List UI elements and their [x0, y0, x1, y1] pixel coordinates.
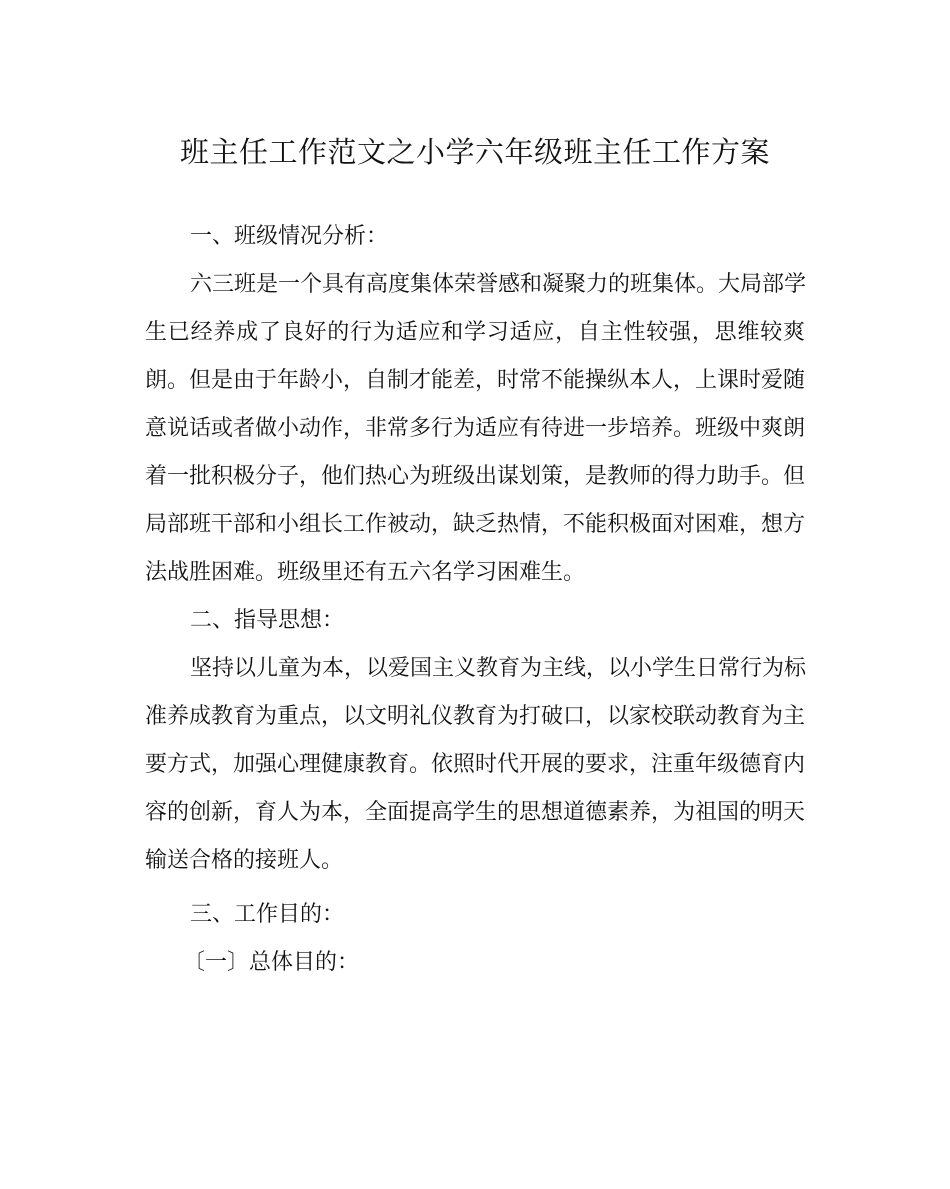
subsection-heading-overall-goals: 〔一〕总体目的：: [183, 950, 360, 975]
paragraph-line: 朗。但是由于年龄小，自制才能差，时常不能操纵本人，上课时爱随: [145, 368, 806, 393]
paragraph-line: 生已经养成了良好的行为适应和学习适应，自主性较强，思维较爽: [145, 320, 805, 345]
paragraph-line: 法战胜困难。班级里还有五六名学习困难生。: [145, 560, 586, 585]
paragraph-line: 输送合格的接班人。: [145, 848, 344, 873]
paragraph-line: 着一批积极分子，他们热心为班级出谋划策，是教师的得力助手。但: [145, 464, 806, 489]
paragraph-line: 容的创新，育人为本，全面提高学生的思想道德素养，为祖国的明天: [145, 800, 806, 825]
section-heading-guiding-ideology: 二、指导思想：: [190, 608, 345, 633]
section-heading-class-analysis: 一、班级情况分析：: [190, 224, 389, 249]
section-heading-work-goals: 三、工作目的：: [190, 902, 345, 927]
document-title: 班主任工作范文之小学六年级班主任工作方案: [179, 135, 770, 169]
paragraph-line: 六三班是一个具有高度集体荣誉感和凝聚力的班集体。大局部学: [190, 272, 807, 297]
paragraph-line: 要方式，加强心理健康教育。依照时代开展的要求，注重年级德育内: [145, 752, 806, 777]
paragraph-line: 局部班干部和小组长工作被动，缺乏热情，不能积极面对困难，想方: [145, 512, 806, 537]
paragraph-line: 准养成教育为重点，以文明礼仪教育为打破口，以家校联动教育为主: [145, 704, 806, 729]
paragraph-line: 坚持以儿童为本，以爱国主义教育为主线，以小学生日常行为标: [190, 656, 807, 681]
paragraph-line: 意说话或者做小动作，非常多行为适应有待进一步培养。班级中爽朗: [145, 416, 806, 441]
